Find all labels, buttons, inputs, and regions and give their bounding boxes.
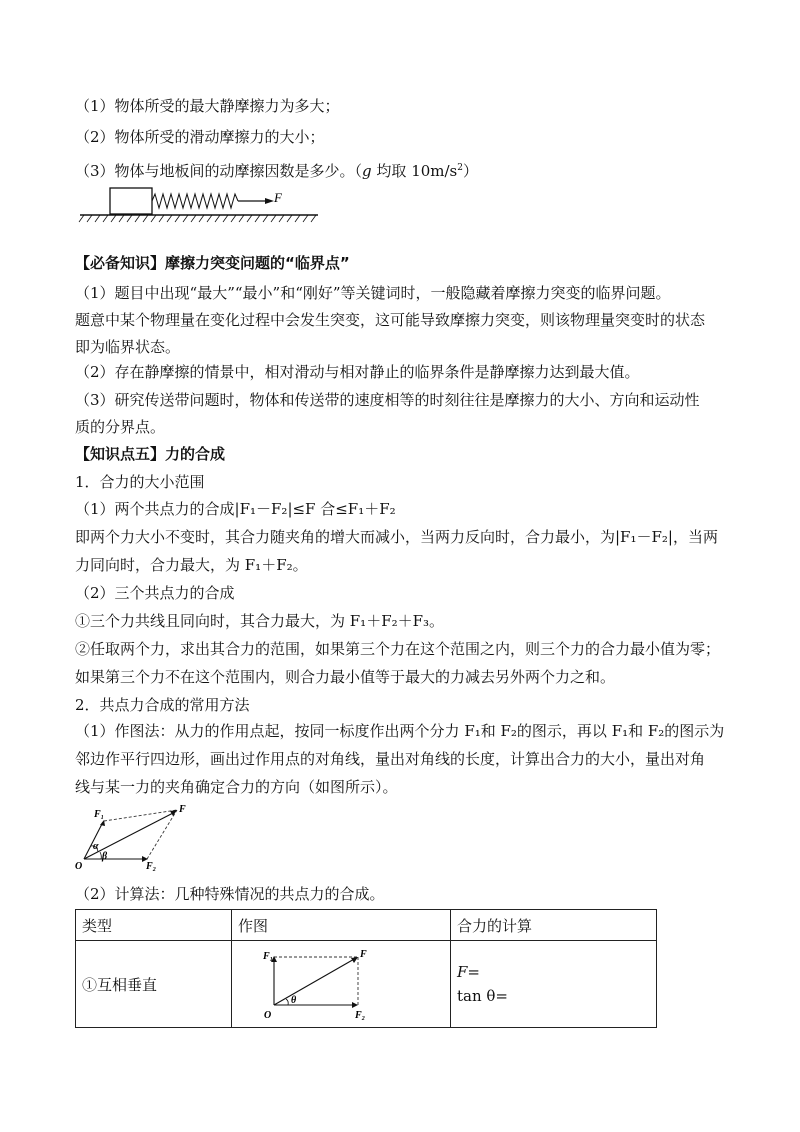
label-F2-perp: F₂ — [355, 1010, 366, 1020]
knowledge-p1-line1: （1）题目中出现“最大”“最小”和“刚好”等关键词时，一般隐藏着摩擦力突变的临界问题。 — [75, 284, 671, 302]
block — [110, 188, 152, 214]
table-header-row — [76, 910, 657, 941]
label-F2: F₂ — [146, 861, 157, 872]
section-2-1-line2: 邻边作平行四边形，画出过作用点的对角线，量出对角线的长度，计算出合力的大小，量出对角 — [75, 750, 706, 768]
vector-F2-perp-head — [352, 1002, 358, 1008]
calc-line-2: tan θ= — [457, 987, 508, 1005]
vector-F-perp — [274, 958, 356, 1005]
parallelogram-figure — [72, 803, 202, 875]
label-F1-perp: F₁ — [263, 951, 274, 962]
section-1-1b-line1: 即两个力大小不变时，其合力随夹角的增大而减小，当两力反向时，合力最小，为|F₁－F₂|，当两 — [75, 528, 718, 546]
section-2-title: 2．共点力合成的常用方法 — [75, 696, 250, 714]
knowledge-p3-line1: （3）研究传送带问题时，物体和传送带的速度相等的时刻往往是摩擦力的大小、方向和运动性 — [75, 391, 700, 409]
question-1: （1）物体所受的最大静摩擦力为多大； — [75, 97, 340, 115]
question-3 — [75, 157, 478, 182]
table-header-calc: 合力的计算 — [451, 910, 657, 941]
calc-line-1: F= — [457, 963, 480, 981]
table-row — [76, 941, 657, 1028]
label-O-perp: O — [264, 1010, 272, 1020]
label-alpha: α — [93, 841, 99, 852]
label-F-perp: F — [360, 949, 367, 960]
question-2: （2）物体所受的滑动摩擦力的大小； — [75, 128, 325, 146]
vector-F-head — [170, 810, 177, 816]
knowledge-p2: （2）存在静摩擦的情景中，相对滑动与相对静止的临界条件是静摩擦力达到最大值。 — [75, 363, 640, 381]
question-3-suffix: ） — [463, 162, 479, 180]
section-1-2b-line2: 如果第三个力不在这个范围内，则合力最小值等于最大的力减去另外两个力之和。 — [75, 668, 616, 686]
table-header-type: 类型 — [76, 910, 232, 941]
label-theta: θ — [291, 995, 297, 1006]
section-1-2: （2）三个共点力的合成 — [75, 584, 235, 602]
label-beta: β — [102, 851, 108, 862]
table-cell-figure — [232, 941, 451, 1028]
section-1-1: （1）两个共点力的合成|F₁－F₂|≤F 合≤F₁＋F₂ — [75, 500, 396, 518]
section-1-2a: ①三个力共线且同向时，其合力最大，为 F₁＋F₂＋F₃。 — [75, 612, 445, 630]
knowledge-p1-line3: 即为临界状态。 — [75, 338, 181, 356]
table-header-figure: 作图 — [232, 910, 451, 941]
section-2-2: （2）计算法：几种特殊情况的共点力的合成。 — [75, 885, 385, 903]
floor-hatching — [79, 215, 316, 222]
spring — [152, 194, 238, 208]
knowledge-p3-line2: 质的分界点。 — [75, 418, 166, 436]
section-2-1-line3: 线与某一力的夹角确定合力的方向（如图所示）。 — [75, 778, 398, 796]
force-label: F — [274, 190, 282, 205]
label-F: F — [179, 804, 186, 815]
section-1-title: 1．合力的大小范围 — [75, 473, 205, 491]
knowledge-heading: 【必备知识】摩擦力突变问题的“临界点” — [75, 254, 350, 272]
label-O: O — [75, 861, 83, 872]
section-1-1b-line2: 力同向时，合力最大，为 F₁＋F₂。 — [75, 556, 308, 574]
question-3-g-symbol: g — [362, 162, 372, 180]
section-1-2b-line1: ②任取两个力，求出其合力的范围，如果第三个力在这个范围之内，则三个力的合力最小值为零； — [75, 640, 721, 658]
parallelogram-dashed-top — [104, 810, 177, 821]
section-2-1-line1: （1）作图法：从力的作用点起，按同一标度作出两个分力 F₁和 F₂的图示，再以 F₁和 F₂的图示为 — [75, 722, 725, 740]
spring-block-figure — [78, 182, 328, 232]
point5-heading: 【知识点五】力的合成 — [75, 445, 226, 463]
question-3-unit: 均取 10m/s — [371, 162, 458, 180]
perpendicular-figure — [258, 948, 388, 1020]
label-F1: F₁ — [94, 809, 105, 820]
question-3-exponent: 2 — [457, 163, 463, 173]
force-arrow-head — [265, 198, 274, 204]
table-cell-type: ①互相垂直 — [76, 941, 232, 1028]
knowledge-p1-line2: 题意中某个物理量在变化过程中会发生突变，这可能导致摩擦力突变，则该物理量突变时的状态 — [75, 311, 706, 329]
calculation-table — [75, 909, 657, 1028]
parallelogram-dashed-right — [147, 810, 177, 859]
theta-arc — [286, 999, 288, 1005]
question-3-prefix: （3）物体与地板间的动摩擦因数是多少。（ — [75, 162, 363, 180]
table-cell-calc — [451, 941, 657, 1028]
